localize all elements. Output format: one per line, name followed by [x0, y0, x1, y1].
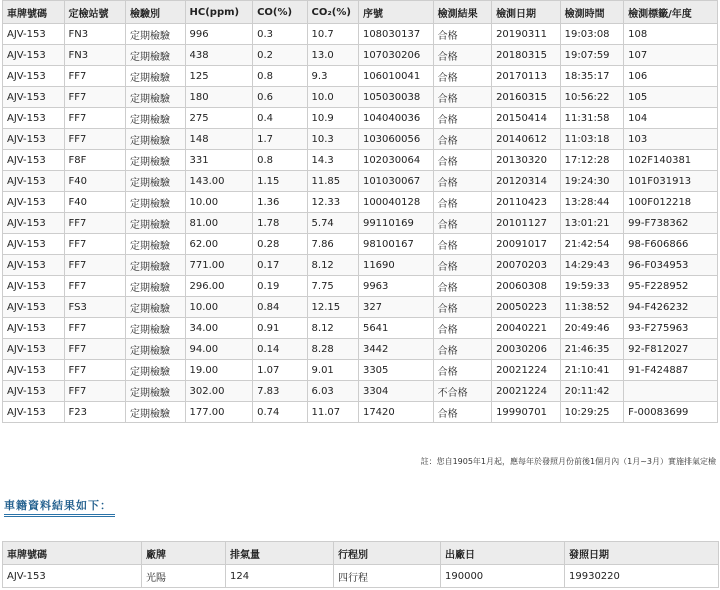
table-cell: 20:49:46 [560, 318, 624, 339]
table-cell: 20190311 [492, 24, 561, 45]
table-cell: 91-F424887 [624, 360, 718, 381]
inspection-header-cell: 序號 [358, 1, 433, 24]
inspection-row [3, 87, 718, 108]
table-cell: F-00083699 [624, 402, 718, 423]
table-cell: 10.9 [307, 108, 358, 129]
table-cell: 定期檢驗 [126, 234, 185, 255]
table-cell: 190000 [441, 565, 565, 588]
table-cell: 定期檢驗 [126, 381, 185, 402]
inspection-row [3, 339, 718, 360]
table-cell: 180 [185, 87, 253, 108]
inspection-header-cell: 檢測結果 [433, 1, 491, 24]
table-cell: 3304 [358, 381, 433, 402]
table-cell: 0.2 [253, 45, 307, 66]
table-cell: 定期檢驗 [126, 108, 185, 129]
table-cell: F40 [64, 171, 126, 192]
table-cell: 12.33 [307, 192, 358, 213]
table-cell: 定期檢驗 [126, 87, 185, 108]
table-cell: 302.00 [185, 381, 253, 402]
table-cell: 106010041 [358, 66, 433, 87]
table-cell: FF7 [64, 129, 126, 150]
table-cell: 21:46:35 [560, 339, 624, 360]
inspection-row [3, 213, 718, 234]
registration-row [3, 565, 719, 588]
table-cell: AJV-153 [3, 45, 65, 66]
inspection-header-cell: HC(ppm) [185, 1, 253, 24]
table-cell: 3305 [358, 360, 433, 381]
table-cell: 102F140381 [624, 150, 718, 171]
table-cell: 14.3 [307, 150, 358, 171]
inspection-row [3, 276, 718, 297]
table-cell: 定期檢驗 [126, 402, 185, 423]
table-cell: 11:03:18 [560, 129, 624, 150]
table-cell: 20140612 [492, 129, 561, 150]
table-cell: 定期檢驗 [126, 192, 185, 213]
table-cell: 1.36 [253, 192, 307, 213]
table-cell: 0.8 [253, 66, 307, 87]
table-cell: AJV-153 [3, 150, 65, 171]
table-cell: AJV-153 [3, 192, 65, 213]
table-cell: 20091017 [492, 234, 561, 255]
inspection-row [3, 381, 718, 402]
table-cell: 10.0 [307, 87, 358, 108]
table-cell: 17:12:28 [560, 150, 624, 171]
table-cell: 275 [185, 108, 253, 129]
table-cell: FF7 [64, 87, 126, 108]
inspection-note: 註：您自1905年1月起，應每年於發照月份前後1個月內（1月~3月）實施排氣定檢 [420, 457, 716, 466]
table-cell: 124 [226, 565, 334, 588]
table-cell: 定期檢驗 [126, 255, 185, 276]
table-cell: 合格 [433, 171, 491, 192]
table-cell: 34.00 [185, 318, 253, 339]
table-cell: 996 [185, 24, 253, 45]
table-cell: 合格 [433, 150, 491, 171]
inspection-row [3, 255, 718, 276]
table-cell: 20110423 [492, 192, 561, 213]
table-cell: 7.75 [307, 276, 358, 297]
table-cell: FF7 [64, 108, 126, 129]
table-cell: 98-F606866 [624, 234, 718, 255]
table-cell: FF7 [64, 381, 126, 402]
table-cell: 20:11:42 [560, 381, 624, 402]
table-cell: 合格 [433, 24, 491, 45]
table-cell: AJV-153 [3, 66, 65, 87]
table-cell: 5641 [358, 318, 433, 339]
table-cell: 定期檢驗 [126, 318, 185, 339]
table-cell: 1.15 [253, 171, 307, 192]
table-cell: 143.00 [185, 171, 253, 192]
table-cell: 20021224 [492, 360, 561, 381]
table-cell: 95-F228952 [624, 276, 718, 297]
table-cell: 19990701 [492, 402, 561, 423]
table-cell: 0.4 [253, 108, 307, 129]
table-cell: 17420 [358, 402, 433, 423]
table-cell: FF7 [64, 213, 126, 234]
table-cell: 438 [185, 45, 253, 66]
table-cell: AJV-153 [3, 339, 65, 360]
table-cell: FF7 [64, 255, 126, 276]
registration-table-body [3, 565, 719, 588]
table-cell: 定期檢驗 [126, 150, 185, 171]
registration-header-cell: 行程別 [334, 542, 441, 565]
section-title-underline [4, 514, 115, 517]
table-cell: 0.28 [253, 234, 307, 255]
table-cell: 8.12 [307, 318, 358, 339]
table-cell: 0.84 [253, 297, 307, 318]
inspection-header-cell: 定檢站號 [64, 1, 126, 24]
table-cell: 19:59:33 [560, 276, 624, 297]
table-cell: 108030137 [358, 24, 433, 45]
table-cell: 771.00 [185, 255, 253, 276]
table-cell: 21:42:54 [560, 234, 624, 255]
table-cell: 定期檢驗 [126, 24, 185, 45]
table-cell: 20021224 [492, 381, 561, 402]
table-cell: FF7 [64, 234, 126, 255]
table-cell: FN3 [64, 24, 126, 45]
table-cell: 合格 [433, 108, 491, 129]
table-cell: 99-F738362 [624, 213, 718, 234]
table-cell: 21:10:41 [560, 360, 624, 381]
table-cell: 9.01 [307, 360, 358, 381]
table-cell: AJV-153 [3, 108, 65, 129]
table-cell: 101030067 [358, 171, 433, 192]
table-cell: 103 [624, 129, 718, 150]
table-cell: 定期檢驗 [126, 129, 185, 150]
table-cell: 合格 [433, 234, 491, 255]
table-cell: 定期檢驗 [126, 66, 185, 87]
table-cell: 不合格 [433, 381, 491, 402]
table-cell: 20120314 [492, 171, 561, 192]
table-cell: 0.3 [253, 24, 307, 45]
table-cell: 13:01:21 [560, 213, 624, 234]
inspection-row [3, 24, 718, 45]
table-cell: 13:28:44 [560, 192, 624, 213]
table-cell: 7.86 [307, 234, 358, 255]
table-cell: 107030206 [358, 45, 433, 66]
table-cell: FS3 [64, 297, 126, 318]
table-cell: AJV-153 [3, 234, 65, 255]
inspection-header-cell: 檢測標籤/年度 [624, 1, 718, 24]
table-cell: 100040128 [358, 192, 433, 213]
table-cell: 3442 [358, 339, 433, 360]
table-cell: 0.91 [253, 318, 307, 339]
inspection-row [3, 45, 718, 66]
table-cell: 81.00 [185, 213, 253, 234]
table-cell: 99110169 [358, 213, 433, 234]
table-cell: 定期檢驗 [126, 171, 185, 192]
table-cell: 107 [624, 45, 718, 66]
table-cell: 6.03 [307, 381, 358, 402]
table-cell: 92-F812027 [624, 339, 718, 360]
inspection-header-cell: 檢測時間 [560, 1, 624, 24]
table-cell: 11690 [358, 255, 433, 276]
inspection-records-table [2, 0, 718, 423]
table-cell: 13.0 [307, 45, 358, 66]
table-cell: 0.14 [253, 339, 307, 360]
table-cell: AJV-153 [3, 87, 65, 108]
table-cell: AJV-153 [3, 402, 65, 423]
table-cell: FF7 [64, 360, 126, 381]
inspection-header-cell: CO(%) [253, 1, 307, 24]
table-cell: 108 [624, 24, 718, 45]
table-cell: 100F012218 [624, 192, 718, 213]
registration-header-row [3, 542, 719, 565]
table-cell: 9.3 [307, 66, 358, 87]
table-cell: 合格 [433, 255, 491, 276]
table-cell: 9963 [358, 276, 433, 297]
inspection-row [3, 234, 718, 255]
table-cell: AJV-153 [3, 297, 65, 318]
table-cell: 96-F034953 [624, 255, 718, 276]
table-cell: 1.7 [253, 129, 307, 150]
inspection-row [3, 360, 718, 381]
table-cell: 定期檢驗 [126, 360, 185, 381]
inspection-row [3, 129, 718, 150]
registration-header-cell: 車牌號碼 [3, 542, 142, 565]
registration-header-cell: 廠牌 [142, 542, 226, 565]
table-cell: 11:38:52 [560, 297, 624, 318]
table-cell: 19930220 [565, 565, 719, 588]
registration-header-cell: 排氣量 [226, 542, 334, 565]
table-cell: 20150414 [492, 108, 561, 129]
table-cell: 8.12 [307, 255, 358, 276]
table-cell: 0.17 [253, 255, 307, 276]
table-cell: 0.74 [253, 402, 307, 423]
registration-header-cell: 出廠日 [441, 542, 565, 565]
table-cell: FF7 [64, 66, 126, 87]
table-cell: 20101127 [492, 213, 561, 234]
table-cell: 5.74 [307, 213, 358, 234]
table-cell: 103060056 [358, 129, 433, 150]
table-cell: 98100167 [358, 234, 433, 255]
table-cell: AJV-153 [3, 213, 65, 234]
table-cell: 1.07 [253, 360, 307, 381]
table-cell: 11.85 [307, 171, 358, 192]
inspection-row [3, 297, 718, 318]
table-cell: 0.6 [253, 87, 307, 108]
table-cell: 四行程 [334, 565, 441, 588]
table-cell: 10.3 [307, 129, 358, 150]
table-cell: 296.00 [185, 276, 253, 297]
table-cell: 104040036 [358, 108, 433, 129]
table-cell: 94-F426232 [624, 297, 718, 318]
table-cell: 125 [185, 66, 253, 87]
inspection-row [3, 171, 718, 192]
table-cell: 19.00 [185, 360, 253, 381]
inspection-header-row [3, 1, 718, 24]
table-cell: 11:31:58 [560, 108, 624, 129]
table-cell: 105030038 [358, 87, 433, 108]
inspection-header-cell: 車牌號碼 [3, 1, 65, 24]
table-cell: 148 [185, 129, 253, 150]
table-cell: 10:29:25 [560, 402, 624, 423]
table-cell: F40 [64, 192, 126, 213]
table-cell: 20130320 [492, 150, 561, 171]
table-cell: AJV-153 [3, 318, 65, 339]
table-cell: 10:56:22 [560, 87, 624, 108]
table-cell: 合格 [433, 276, 491, 297]
table-cell: 20180315 [492, 45, 561, 66]
table-cell: 10.00 [185, 297, 253, 318]
table-cell: AJV-153 [3, 255, 65, 276]
table-cell: 20050223 [492, 297, 561, 318]
table-cell: 20070203 [492, 255, 561, 276]
table-cell: 10.00 [185, 192, 253, 213]
table-cell: 合格 [433, 402, 491, 423]
table-cell [624, 381, 718, 402]
table-cell: 62.00 [185, 234, 253, 255]
table-cell: F8F [64, 150, 126, 171]
registration-header-cell: 發照日期 [565, 542, 719, 565]
table-cell: 合格 [433, 213, 491, 234]
table-cell: 14:29:43 [560, 255, 624, 276]
table-cell: 0.8 [253, 150, 307, 171]
table-cell: 327 [358, 297, 433, 318]
table-cell: AJV-153 [3, 360, 65, 381]
table-cell: 1.78 [253, 213, 307, 234]
table-cell: 12.15 [307, 297, 358, 318]
table-cell: AJV-153 [3, 381, 65, 402]
table-cell: 101F031913 [624, 171, 718, 192]
inspection-header-cell: 檢驗別 [126, 1, 185, 24]
table-cell: FF7 [64, 339, 126, 360]
table-cell: 20040221 [492, 318, 561, 339]
inspection-row [3, 402, 718, 423]
table-cell: 18:35:17 [560, 66, 624, 87]
table-cell: 20160315 [492, 87, 561, 108]
table-cell: 94.00 [185, 339, 253, 360]
table-cell: FF7 [64, 318, 126, 339]
table-cell: 8.28 [307, 339, 358, 360]
table-cell: 定期檢驗 [126, 339, 185, 360]
table-cell: 光陽 [142, 565, 226, 588]
table-cell: 10.7 [307, 24, 358, 45]
inspection-table-body [3, 24, 718, 423]
vehicle-registration-table [2, 541, 719, 588]
inspection-row [3, 66, 718, 87]
table-cell: AJV-153 [3, 129, 65, 150]
table-cell: AJV-153 [3, 276, 65, 297]
table-cell: AJV-153 [3, 24, 65, 45]
inspection-row [3, 108, 718, 129]
table-cell: 102030064 [358, 150, 433, 171]
table-cell: 106 [624, 66, 718, 87]
table-cell: 19:24:30 [560, 171, 624, 192]
table-cell: 合格 [433, 129, 491, 150]
table-cell: FF7 [64, 276, 126, 297]
table-cell: 105 [624, 87, 718, 108]
table-cell: 7.83 [253, 381, 307, 402]
table-cell: FN3 [64, 45, 126, 66]
table-cell: 0.19 [253, 276, 307, 297]
table-cell: 合格 [433, 45, 491, 66]
table-cell: 20030206 [492, 339, 561, 360]
table-cell: 331 [185, 150, 253, 171]
table-cell: 19:07:59 [560, 45, 624, 66]
table-cell: 合格 [433, 297, 491, 318]
inspection-row [3, 150, 718, 171]
table-cell: 11.07 [307, 402, 358, 423]
table-cell: 20170113 [492, 66, 561, 87]
table-cell: 19:03:08 [560, 24, 624, 45]
table-cell: 定期檢驗 [126, 297, 185, 318]
table-cell: 合格 [433, 360, 491, 381]
inspection-header-cell: 檢測日期 [492, 1, 561, 24]
inspection-row [3, 192, 718, 213]
table-cell: 104 [624, 108, 718, 129]
table-cell: 合格 [433, 339, 491, 360]
table-cell: 定期檢驗 [126, 45, 185, 66]
inspection-row [3, 318, 718, 339]
table-cell: 合格 [433, 318, 491, 339]
table-cell: 20060308 [492, 276, 561, 297]
table-cell: 合格 [433, 192, 491, 213]
table-cell: AJV-153 [3, 171, 65, 192]
registration-section-title: 車籍資料結果如下： [4, 499, 112, 512]
table-cell: AJV-153 [3, 565, 142, 588]
table-cell: 定期檢驗 [126, 276, 185, 297]
table-cell: 93-F275963 [624, 318, 718, 339]
table-cell: 定期檢驗 [126, 213, 185, 234]
table-cell: 合格 [433, 87, 491, 108]
inspection-header-cell: CO₂(%) [307, 1, 358, 24]
table-cell: 177.00 [185, 402, 253, 423]
table-cell: F23 [64, 402, 126, 423]
table-cell: 合格 [433, 66, 491, 87]
